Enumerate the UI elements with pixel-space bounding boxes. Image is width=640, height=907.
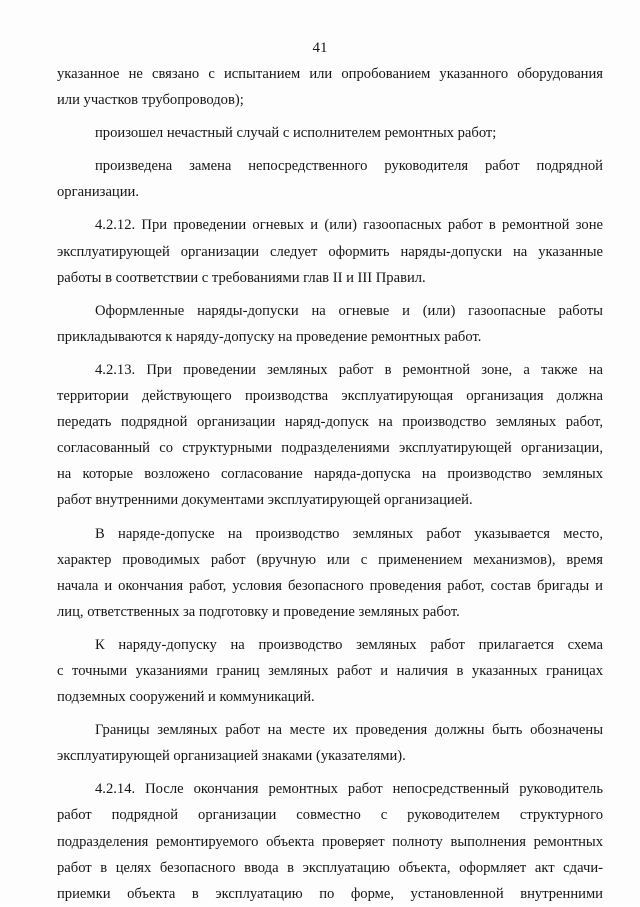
- paragraph-excavation-details: [57, 521, 603, 625]
- paragraph-manager-replaced: [57, 153, 603, 205]
- text-line: согласованный со структурными подразделениями эксплуатирующей организации,: [57, 440, 603, 457]
- text-line: указанное не связано с испытанием или опробованием указанного оборудования: [57, 66, 603, 82]
- text-line: Оформленные наряды-допуски на огневые и (или) газоопасные работы: [95, 302, 603, 319]
- text-line: начала и окончания работ, условия безопасного проведения работ, состав бригады и: [57, 577, 603, 594]
- text-line: подземных сооружений и коммуникаций.: [57, 689, 315, 706]
- paragraph-accident: [57, 120, 603, 146]
- text-line: лиц, ответственных за подготовку и проведение земляных работ.: [57, 603, 460, 620]
- text-line: эксплуатирующей организации следует оформить наряды-допуски на указанные: [57, 243, 603, 260]
- paragraph-4-2-12: [57, 212, 603, 290]
- text-line: Границы земляных работ на месте их проведения должны быть обозначены: [95, 722, 603, 739]
- text-line: работы в соответствии с требованиями глав II и III Правил.: [57, 269, 426, 286]
- text-line: работ в целях безопасного ввода в эксплуатацию объекта, оформляет акт сдачи-: [57, 859, 603, 876]
- text-line: или участков трубопроводов);: [57, 92, 244, 109]
- document-body: [57, 61, 603, 907]
- paragraph-scheme: [57, 632, 603, 710]
- paragraph-4-2-13: [57, 357, 603, 514]
- text-line: эксплуатирующей организацией знаками (указателями).: [57, 748, 406, 765]
- page-number: 41: [312, 40, 328, 56]
- text-line: прикладываются к наряду-допуску на проведение ремонтных работ.: [57, 328, 482, 345]
- text-line: организации.: [57, 184, 139, 201]
- text-line: произошел нечастный случай с исполнителем ремонтных работ;: [95, 125, 497, 142]
- text-line: подразделения ремонтируемого объекта проверяет полноту выполнения ремонтных: [57, 833, 603, 850]
- text-line: территории действующего производства эксплуатирующая организация должна: [57, 388, 603, 405]
- paragraph-boundaries: [57, 717, 603, 769]
- text-line: К наряду-допуску на производство земляных работ прилагается схема: [95, 636, 603, 653]
- text-line: передать подрядной организации наряд-допуск на производство земляных работ,: [57, 414, 603, 431]
- text-line: характер проводимых работ (вручную или с применением механизмов), время: [57, 551, 603, 568]
- paragraph-work-permits: [57, 298, 603, 350]
- text-line: приемки объекта в эксплуатацию по форме, установленной внутренними: [57, 885, 603, 902]
- text-line: работ подрядной организации совместно с руководителем структурного: [57, 807, 603, 824]
- text-line: В наряде-допуске на производство земляных работ указывается место,: [95, 525, 603, 542]
- text-line: с точными указаниями границ земляных работ и наличия в указанных границах: [57, 662, 603, 679]
- text-line: 4.2.13. При проведении земляных работ в ремонтной зоне, а также на: [95, 361, 603, 378]
- text-line: произведена замена непосредственного руководителя работ подрядной: [95, 158, 603, 175]
- text-line: 4.2.14. После окончания ремонтных работ непосредственный руководитель: [95, 781, 603, 798]
- paragraph-4-2-14: [57, 776, 603, 906]
- paragraph-continuation: [57, 61, 603, 113]
- text-line: работ внутренними документами эксплуатирующей организацией.: [57, 492, 473, 509]
- text-line: на которые возложено согласование наряда-допуска на производство земляных: [57, 466, 603, 483]
- text-line: 4.2.12. При проведении огневых и (или) газоопасных работ в ремонтной зоне: [95, 217, 603, 234]
